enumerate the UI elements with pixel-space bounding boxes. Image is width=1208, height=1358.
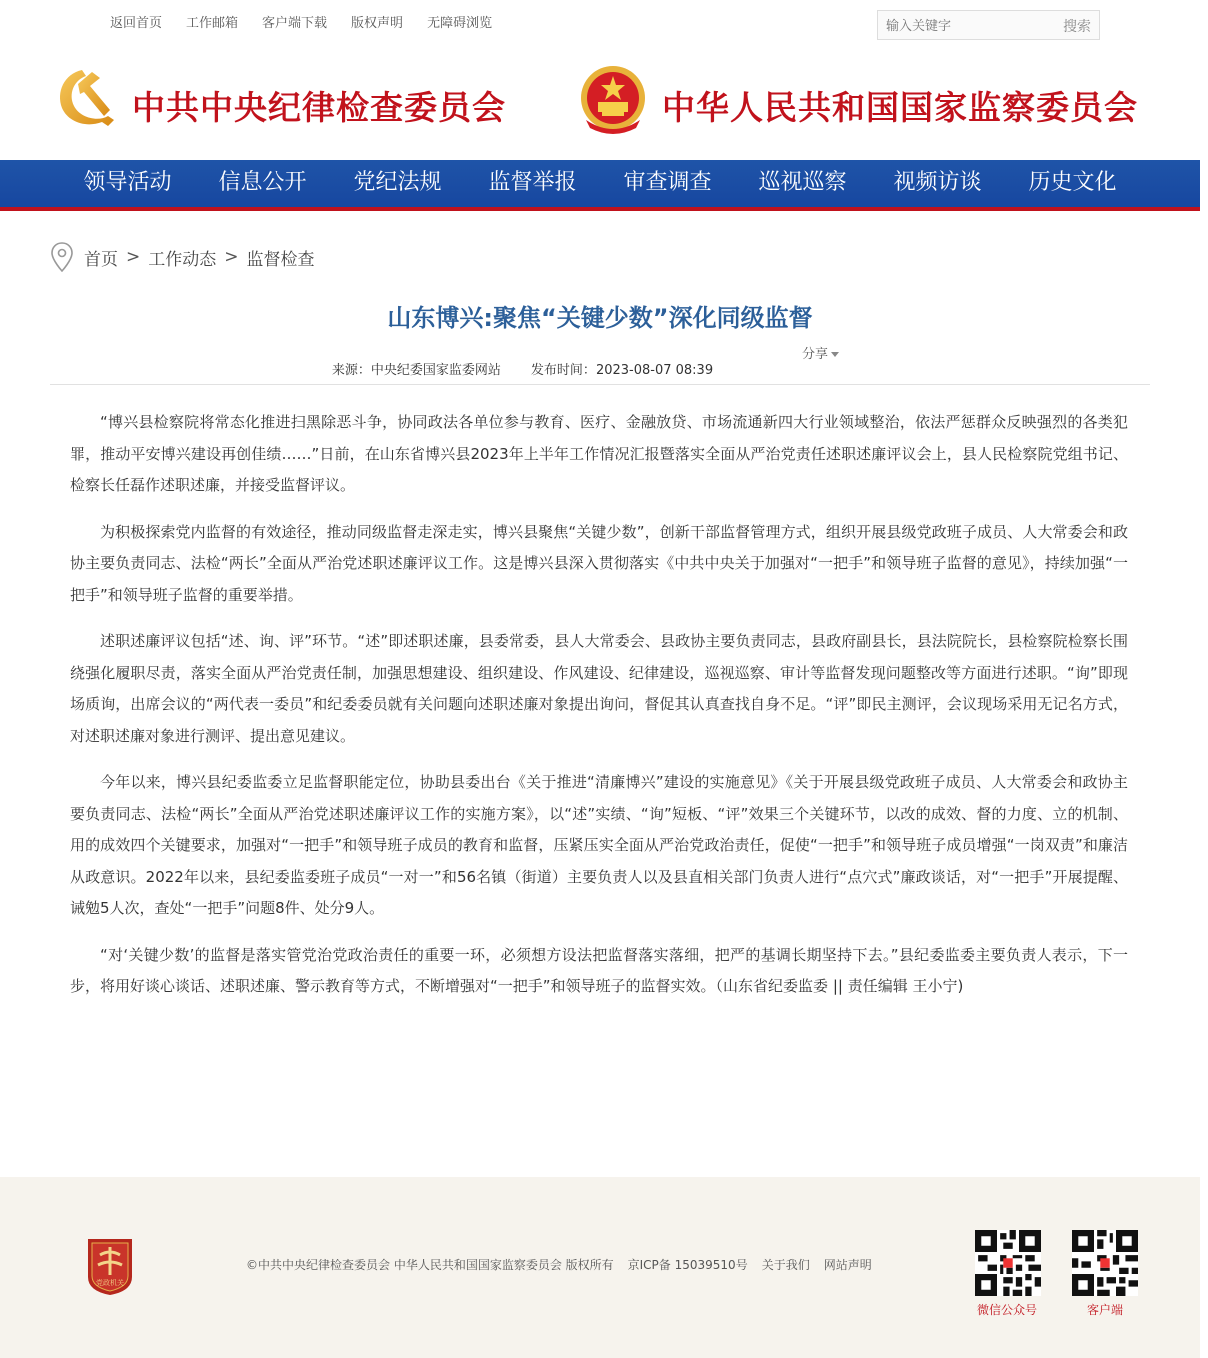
site-title-nsc: 中华人民共和国国家监察委员会 — [662, 88, 1138, 127]
nav-item-regulations[interactable]: 党纪法规 — [353, 170, 442, 195]
nav-item-video[interactable]: 视频访谈 — [893, 170, 982, 195]
divider — [50, 384, 1150, 385]
article-paragraph: 为积极探索党内监督的有效途径，推动同级监督走深走实，博兴县聚焦“关键少数”，创新干部监督管理方式，组织开展县级党政班子成员、人大常委会和政协主要负责同志、法检“两长”全面从严治党述职述廉评议工作。这是博兴县深入贯彻落实《中共中央关于加强对“一把手”和领导班子监督的意见》，持续加强“一把手”和领导班子监督的重要举措。 — [70, 522, 1128, 604]
breadcrumb-supervision[interactable]: 监督检查 — [246, 249, 315, 270]
national-emblem-icon[interactable] — [578, 64, 648, 136]
nav-item-investigation[interactable]: 审查调查 — [623, 170, 712, 195]
main-nav — [0, 160, 1200, 211]
qr-label-wechat: 微信公众号 — [976, 1303, 1037, 1317]
nav-item-leadership[interactable]: 领导活动 — [83, 170, 172, 195]
article-body — [70, 407, 1128, 1018]
article-paragraph: “博兴县检察院将常态化推进扫黑除恶斗争，协同政法各单位参与教育、医疗、金融放贷、市场流通新四大行业领域整治，依法严惩群众反映强烈的各类犯罪，推动平安博兴建设再创佳绩……”日前，在山东省博兴县2023年上半年工作情况汇报暨落实全面从严治党责任述职述廉评议会上，县人民检察院党组书记、检察长任磊作述职述廉，并接受监督评议。 — [70, 413, 1128, 494]
gov-agency-badge-icon[interactable] — [84, 1235, 136, 1297]
article-time: 2023-08-07 08:39 — [595, 363, 714, 378]
top-link-accessibility[interactable]: 无障碍浏览 — [427, 16, 493, 31]
source-label: 来源： — [331, 363, 371, 378]
footer-icp[interactable]: 京ICP备 15039510号 — [627, 1258, 748, 1272]
site-footer — [0, 1177, 1200, 1358]
search-box — [877, 10, 1100, 40]
nav-item-inspection[interactable]: 巡视巡察 — [758, 170, 847, 195]
location-pin-icon — [50, 242, 74, 272]
search-button[interactable]: 搜索 — [1063, 19, 1091, 35]
breadcrumb-home[interactable]: 首页 — [84, 249, 118, 270]
top-link-copyright[interactable]: 版权声明 — [351, 16, 404, 31]
breadcrumb-separator: > — [126, 247, 141, 267]
article-title: 山东博兴:聚焦“关键少数”深化同级监督 — [387, 304, 813, 332]
breadcrumb-work-news[interactable]: 工作动态 — [148, 249, 217, 270]
top-link-email[interactable]: 工作邮箱 — [186, 16, 239, 31]
site-header — [0, 44, 1200, 160]
nav-item-report[interactable]: 监督举报 — [488, 170, 577, 195]
client-qr-code-icon — [1072, 1230, 1138, 1296]
site-title-ccdi: 中共中央纪律检查委员会 — [132, 88, 506, 127]
party-emblem-icon[interactable] — [52, 64, 118, 130]
article-paragraph: 今年以来，博兴县纪委监委立足监督职能定位，协助县委出台《关于推进“清廉博兴”建设的实施意见》《关于开展县级党政班子成员、人大常委会和政协主要负责同志、法检“两长”全面从严治党述职述廉评议工作的实施方案》，以“述”实绩、“询”短板、“评”效果三个关键环节，以改的成效、督的力度、立的机制、用的成效四个关键要求，加强对“一把手”和领导班子成员的教育和监督，压紧压实全面从严治党政治责任，促使“一把手”和领导班子成员增强“一岗双责”和廉洁从政意识。2022年以来，县纪委监委班子成员“一对一”和56名镇（街道）主要负责人以及县直相关部门负责人进行“点穴式”廉政谈话，对“一把手”开展提醒、诫勉5人次，查处“一把手”问题8件、处分9人。 — [70, 773, 1128, 917]
article-source: 中央纪委国家监委网站 — [370, 363, 501, 378]
breadcrumb — [50, 242, 315, 272]
wechat-qr-code-icon — [975, 1230, 1041, 1296]
qr-label-client: 客户端 — [1086, 1303, 1123, 1317]
article-paragraph: 述职述廉评议包括“述、询、评”环节。“述”即述职述廉，县委常委，县人大常委会、县政协主要负责同志，县政府副县长，县法院院长，县检察院检察长围绕强化履职尽责，落实全面从严治党责任制，加强思想建设、组织建设、作风建设、纪律建设，巡视巡察、审计等监督发现问题整改等方面进行述职。“询”即现场质询，出席会议的“两代表一委员”和纪委委员就有关问题向述职述廉对象提出询问，督促其认真查找自身不足。“评”即民主测评，会议现场采用无记名方式，对述职述廉对象进行测评、提出意见建议。 — [70, 632, 1128, 745]
nav-item-info[interactable]: 信息公开 — [218, 170, 307, 195]
top-link-home[interactable]: 返回首页 — [110, 16, 163, 31]
article-paragraph: “对‘关键少数’的监督是落实管党治党政治责任的重要一环，必须想方设法把监督落实落细，把严的基调长期坚持下去。”县纪委监委主要负责人表示，下一步，将用好谈心谈话、述职述廉、警示教育等方式，不断增强对“一把手”和领导班子的监督实效。（山东省纪委监委 || 责任编辑 王小宁) — [70, 945, 1128, 995]
share-label: 分享 — [802, 347, 829, 362]
footer-about[interactable]: 关于我们 — [761, 1258, 810, 1272]
top-links — [110, 12, 492, 31]
top-bar — [0, 0, 1200, 44]
footer-statement[interactable]: 网站声明 — [823, 1258, 872, 1272]
search-input[interactable] — [886, 16, 1046, 36]
chevron-down-icon — [831, 352, 839, 357]
badge-label: 党政机关 — [96, 1279, 124, 1287]
time-label: 发布时间： — [530, 363, 596, 378]
footer-copyright: ©中共中央纪律检查委员会 中华人民共和国国家监察委员会 版权所有 — [246, 1258, 614, 1272]
footer-links — [246, 1256, 872, 1273]
top-link-client-download[interactable]: 客户端下载 — [262, 16, 328, 31]
nav-item-history[interactable]: 历史文化 — [1028, 170, 1117, 195]
article-meta — [0, 359, 1045, 378]
breadcrumb-separator: > — [224, 247, 239, 267]
